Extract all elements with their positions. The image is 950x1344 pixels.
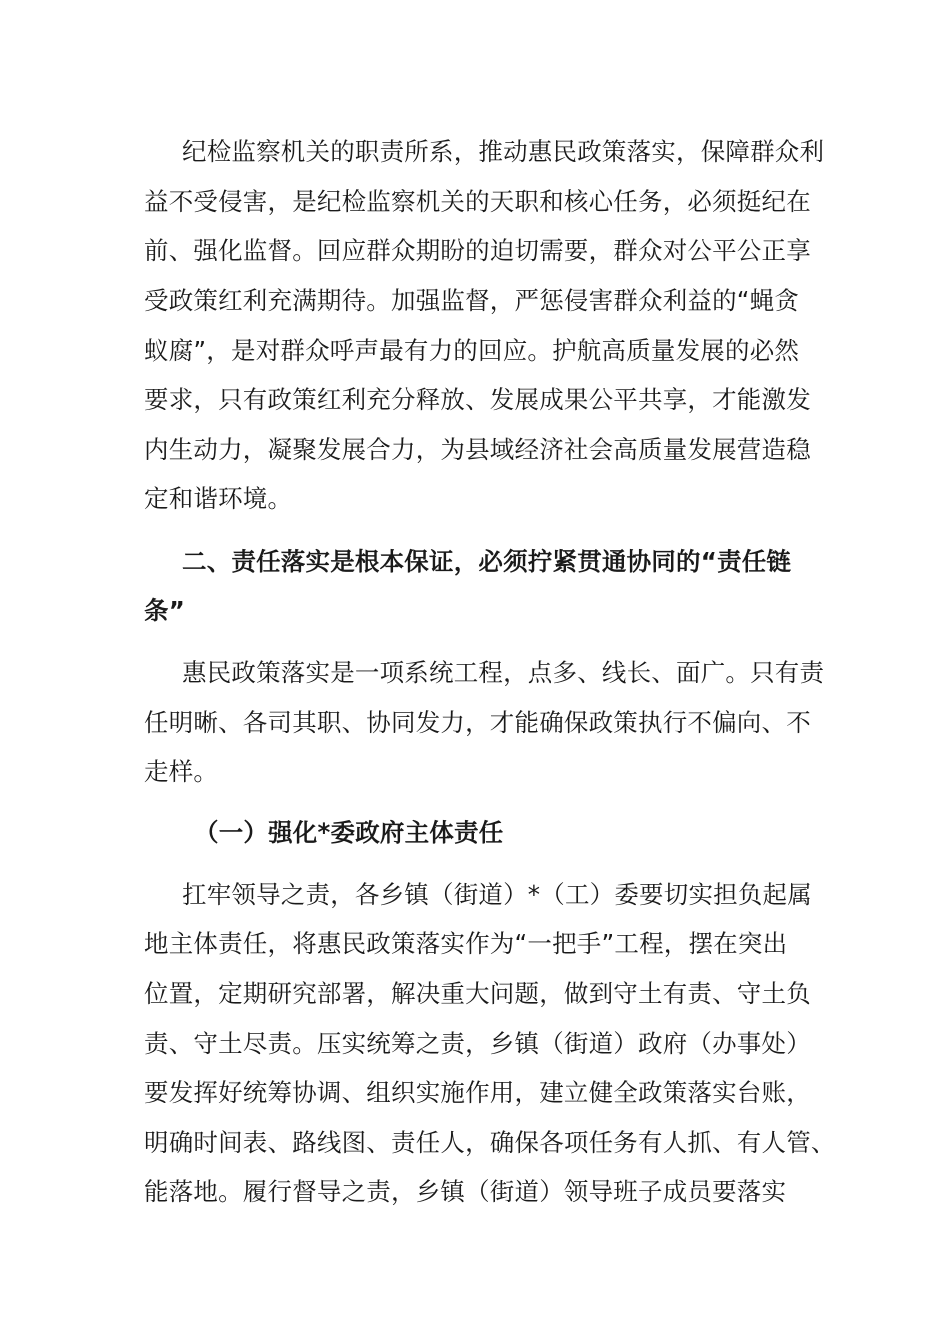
body-line: 惠民政策落实是一项系统工程，点多、线长、面广。只有责 <box>182 658 825 687</box>
body-line: 任明晰、各司其职、协同发力，才能确保政策执行不偏向、不 <box>144 708 811 737</box>
section-heading: 二、责任落实是根本保证，必须拧紧贯通协同的“责任链 <box>182 547 792 576</box>
body-line: 扛牢领导之责，各乡镇（街道）*（工）委要切实担负起属 <box>182 880 812 909</box>
body-line: 内生动力，凝聚发展合力，为县域经济社会高质量发展营造稳 <box>144 435 811 464</box>
body-line: 地主体责任，将惠民政策落实作为“一把手”工程，摆在突出 <box>144 929 788 958</box>
body-line: 受政策红利充满期待。加强监督，严惩侵害群众利益的“蝇贪 <box>144 286 800 315</box>
subsection-heading: （一）强化*委政府主体责任 <box>194 818 504 847</box>
body-line: 前、强化监督。回应群众期盼的迫切需要，群众对公平公正享 <box>144 236 811 265</box>
body-line: 明确时间表、路线图、责任人，确保各项任务有人抓、有人管、 <box>144 1128 836 1157</box>
body-line: 定和谐环境。 <box>144 484 293 513</box>
body-line: 要发挥好统筹协调、组织实施作用，建立健全政策落实台账， <box>144 1078 811 1107</box>
body-line: 能落地。履行督导之责，乡镇（街道）领导班子成员要落实 <box>144 1177 787 1206</box>
body-line: 走样。 <box>144 757 219 786</box>
body-line: 纪检监察机关的职责所系，推动惠民政策落实，保障群众利 <box>182 137 825 166</box>
body-line: 要求，只有政策红利充分释放、发展成果公平共享，才能激发 <box>144 385 811 414</box>
body-line: 责、守土尽责。压实统筹之责，乡镇（街道）政府（办事处） <box>144 1029 811 1058</box>
body-line: 益不受侵害，是纪检监察机关的天职和核心任务，必须挺纪在 <box>144 187 811 216</box>
body-line: 位置，定期研究部署，解决重大问题，做到守土有责、守土负 <box>144 979 811 1008</box>
body-line: 蚁腐”，是对群众呼声最有力的回应。护航高质量发展的必然 <box>144 336 800 365</box>
section-heading: 条” <box>144 596 186 625</box>
